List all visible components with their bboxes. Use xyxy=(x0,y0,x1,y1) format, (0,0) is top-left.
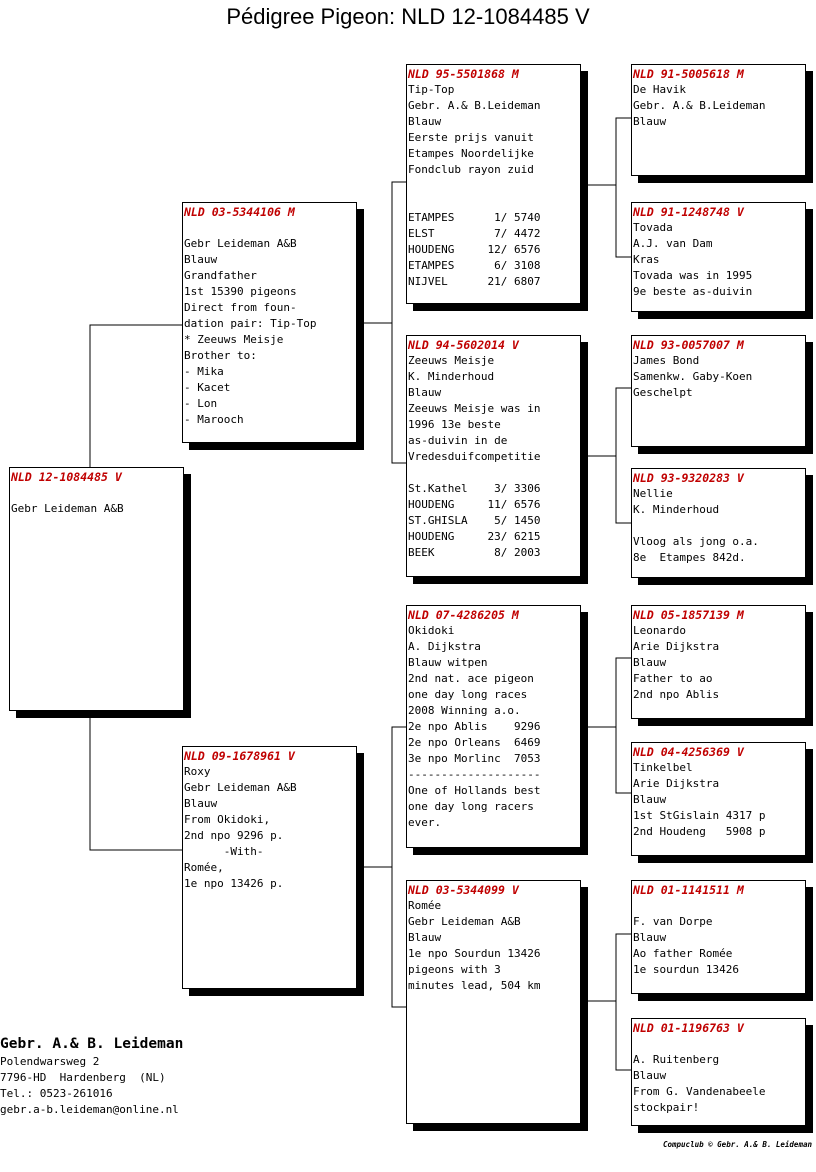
card-line: Gebr Leideman A&B xyxy=(184,237,297,250)
card-line: stockpair! xyxy=(633,1101,700,1114)
card-line: Blauw witpen xyxy=(408,656,488,669)
pigeon-card-mmf[interactable] xyxy=(631,880,806,994)
card-line: HOUDENG 11/ 6576 xyxy=(408,498,541,511)
pigeon-card-father-father[interactable] xyxy=(406,64,581,304)
owner-city: 7796-HD Hardenberg (NL) xyxy=(0,1071,166,1084)
card-line: 3e npo Morlinc 7053 xyxy=(408,752,541,765)
card-line: pigeons with 3 xyxy=(408,963,501,976)
card-line: 1st 15390 pigeons xyxy=(184,285,297,298)
card-line: NIJVEL 21/ 6807 xyxy=(408,275,541,288)
card-line: A. Ruitenberg xyxy=(633,1053,720,1066)
card-line: 2008 Winning a.o. xyxy=(408,704,521,717)
card-line: Romée xyxy=(408,899,442,912)
card-line: K. Minderhoud xyxy=(408,370,495,383)
card-line: 1st StGislain 4317 p xyxy=(633,809,766,822)
card-line: K. Minderhoud xyxy=(633,503,720,516)
card-line: - Lon xyxy=(184,397,218,410)
card-line: Blauw xyxy=(633,793,667,806)
card-line: HOUDENG 23/ 6215 xyxy=(408,530,541,543)
card-line: Gebr. A.& B.Leideman xyxy=(633,99,766,112)
ring-number: NLD 03-5344106 M xyxy=(184,205,295,219)
card-line: -------------------- xyxy=(408,768,541,781)
card-line xyxy=(408,178,580,194)
card-line: 2nd npo 9296 p. xyxy=(184,829,284,842)
ring-number: NLD 94-5602014 V xyxy=(408,338,519,352)
card-line: 2nd Houdeng 5908 p xyxy=(633,825,766,838)
card-line: 8e Etampes 842d. xyxy=(633,551,746,564)
card-line: Nellie xyxy=(633,487,673,500)
ring-number: NLD 09-1678961 V xyxy=(184,749,295,763)
pigeon-card-mother-father[interactable] xyxy=(406,605,581,848)
card-line: 1996 13e beste xyxy=(408,418,501,431)
ring-number: NLD 93-9320283 V xyxy=(633,471,744,485)
pigeon-card-subject[interactable] xyxy=(9,467,184,711)
card-line: ETAMPES 1/ 5740 xyxy=(408,211,541,224)
card-line: Ao father Romée xyxy=(633,947,733,960)
card-line xyxy=(408,194,580,210)
ring-number: NLD 93-0057007 M xyxy=(633,338,744,352)
card-line: Okidoki xyxy=(408,624,455,637)
card-line: 1e sourdun 13426 xyxy=(633,963,739,976)
card-line: Leonardo xyxy=(633,624,686,637)
card-line: Fondclub rayon zuid xyxy=(408,163,534,176)
card-line: * Zeeuws Meisje xyxy=(184,333,284,346)
card-line: F. van Dorpe xyxy=(633,915,713,928)
card-line: Arie Dijkstra xyxy=(633,640,720,653)
card-line: Eerste prijs vanuit xyxy=(408,131,534,144)
owner-phone: Tel.: 0523-261016 xyxy=(0,1087,113,1100)
card-line: From Okidoki, xyxy=(184,813,271,826)
pigeon-card-fmf[interactable] xyxy=(631,335,806,447)
ring-number: NLD 91-5005618 M xyxy=(633,67,744,81)
card-line: Etampes Noordelijke xyxy=(408,147,534,160)
card-line: 2nd nat. ace pigeon xyxy=(408,672,534,685)
card-line: Blauw xyxy=(408,931,442,944)
card-line: dation pair: Tip-Top xyxy=(184,317,317,330)
card-line xyxy=(184,220,356,236)
ring-number: NLD 03-5344099 V xyxy=(408,883,519,897)
card-line: Tovada was in 1995 xyxy=(633,269,753,282)
card-line: Geschelpt xyxy=(633,386,693,399)
card-line: -With- xyxy=(184,845,264,858)
card-line: Blauw xyxy=(408,386,442,399)
card-line: - Kacet xyxy=(184,381,231,394)
owner-name: Gebr. A.& B. Leideman xyxy=(0,1036,184,1052)
card-line: St.Kathel 3/ 3306 xyxy=(408,482,541,495)
card-line: Gebr Leideman A&B xyxy=(408,915,521,928)
card-line xyxy=(633,1036,805,1052)
ring-number: NLD 07-4286205 M xyxy=(408,608,519,622)
card-line: HOUDENG 12/ 6576 xyxy=(408,243,541,256)
card-line: ELST 7/ 4472 xyxy=(408,227,541,240)
card-line: James Bond xyxy=(633,354,700,367)
card-line: A. Dijkstra xyxy=(408,640,481,653)
pigeon-card-fff[interactable] xyxy=(631,64,806,176)
card-line: Romée, xyxy=(184,861,224,874)
card-line: Tip-Top xyxy=(408,83,455,96)
card-line: A.J. van Dam xyxy=(633,237,713,250)
ring-number: NLD 12-1084485 V xyxy=(11,470,122,484)
card-line: 2nd npo Ablis xyxy=(633,688,720,701)
card-line: BEEK 8/ 2003 xyxy=(408,546,541,559)
card-line: Vredesduifcompetitie xyxy=(408,450,541,463)
pigeon-card-father-mother[interactable] xyxy=(406,335,581,577)
card-line xyxy=(408,465,580,481)
card-line: From G. Vandenabeele xyxy=(633,1085,766,1098)
card-line: Gebr Leideman A&B xyxy=(11,502,124,515)
pigeon-card-ffm[interactable] xyxy=(631,202,806,312)
card-line: Blauw xyxy=(184,797,218,810)
card-line: ST.GHISLA 5/ 1450 xyxy=(408,514,541,527)
card-line: Roxy xyxy=(184,765,211,778)
card-line: 1e npo 13426 p. xyxy=(184,877,284,890)
card-line: 2e npo Ablis 9296 xyxy=(408,720,541,733)
card-line: Brother to: xyxy=(184,349,257,362)
card-line: ever. xyxy=(408,816,442,829)
card-line: Vloog als jong o.a. xyxy=(633,535,759,548)
card-line: Father to ao xyxy=(633,672,713,685)
pigeon-card-mother-mother[interactable] xyxy=(406,880,581,1124)
card-line: Zeeuws Meisje was in xyxy=(408,402,541,415)
card-line: Zeeuws Meisje xyxy=(408,354,495,367)
card-line: Tinkelbel xyxy=(633,761,693,774)
page-title: Pédigree Pigeon: NLD 12-1084485 V xyxy=(226,4,590,29)
card-line: ETAMPES 6/ 3108 xyxy=(408,259,541,272)
card-line: 9e beste as-duivin xyxy=(633,285,753,298)
card-line: Gebr. A.& B.Leideman xyxy=(408,99,541,112)
card-line xyxy=(633,518,805,534)
card-line: 2e npo Orleans 6469 xyxy=(408,736,541,749)
footer-credit: Compuclub © Gebr. A.& B. Leideman xyxy=(662,1140,812,1149)
card-line: one day long races xyxy=(408,688,528,701)
card-line: 1e npo Sourdun 13426 xyxy=(408,947,541,960)
card-line xyxy=(11,485,183,501)
card-line: One of Hollands best xyxy=(408,784,541,797)
card-line: Blauw xyxy=(633,656,667,669)
owner-email[interactable]: gebr.a-b.leideman@online.nl xyxy=(0,1103,179,1116)
card-line: Blauw xyxy=(184,253,218,266)
card-line: Grandfather xyxy=(184,269,257,282)
card-line: Blauw xyxy=(408,115,442,128)
card-line: minutes lead, 504 km xyxy=(408,979,541,992)
pigeon-card-mmm[interactable] xyxy=(631,1018,806,1126)
ring-number: NLD 91-1248748 V xyxy=(633,205,744,219)
ring-number: NLD 95-5501868 M xyxy=(408,67,519,81)
card-line: Blauw xyxy=(633,931,667,944)
pigeon-card-mfm[interactable] xyxy=(631,742,806,856)
owner-address: Polendwarsweg 2 xyxy=(0,1055,100,1068)
ring-number: NLD 01-1141511 M xyxy=(633,883,744,897)
card-line: - Mika xyxy=(184,365,224,378)
card-line: De Havik xyxy=(633,83,686,96)
card-line: Blauw xyxy=(633,115,667,128)
pigeon-card-fmm[interactable] xyxy=(631,468,806,578)
owner-info xyxy=(0,1034,183,1118)
card-line: Samenkw. Gaby-Koen xyxy=(633,370,753,383)
card-line: Gebr Leideman A&B xyxy=(184,781,297,794)
pigeon-card-mother[interactable] xyxy=(182,746,357,989)
card-line: as-duivin in de xyxy=(408,434,508,447)
card-line: Arie Dijkstra xyxy=(633,777,720,790)
card-line: Blauw xyxy=(633,1069,667,1082)
card-line: one day long racers xyxy=(408,800,534,813)
ring-number: NLD 05-1857139 M xyxy=(633,608,744,622)
card-line: Kras xyxy=(633,253,660,266)
card-line: Direct from foun- xyxy=(184,301,297,314)
card-line: Tovada xyxy=(633,221,673,234)
pigeon-card-father[interactable] xyxy=(182,202,357,443)
ring-number: NLD 01-1196763 V xyxy=(633,1021,744,1035)
card-line: - Marooch xyxy=(184,413,244,426)
pigeon-card-mff[interactable] xyxy=(631,605,806,719)
card-line xyxy=(633,898,805,914)
ring-number: NLD 04-4256369 V xyxy=(633,745,744,759)
